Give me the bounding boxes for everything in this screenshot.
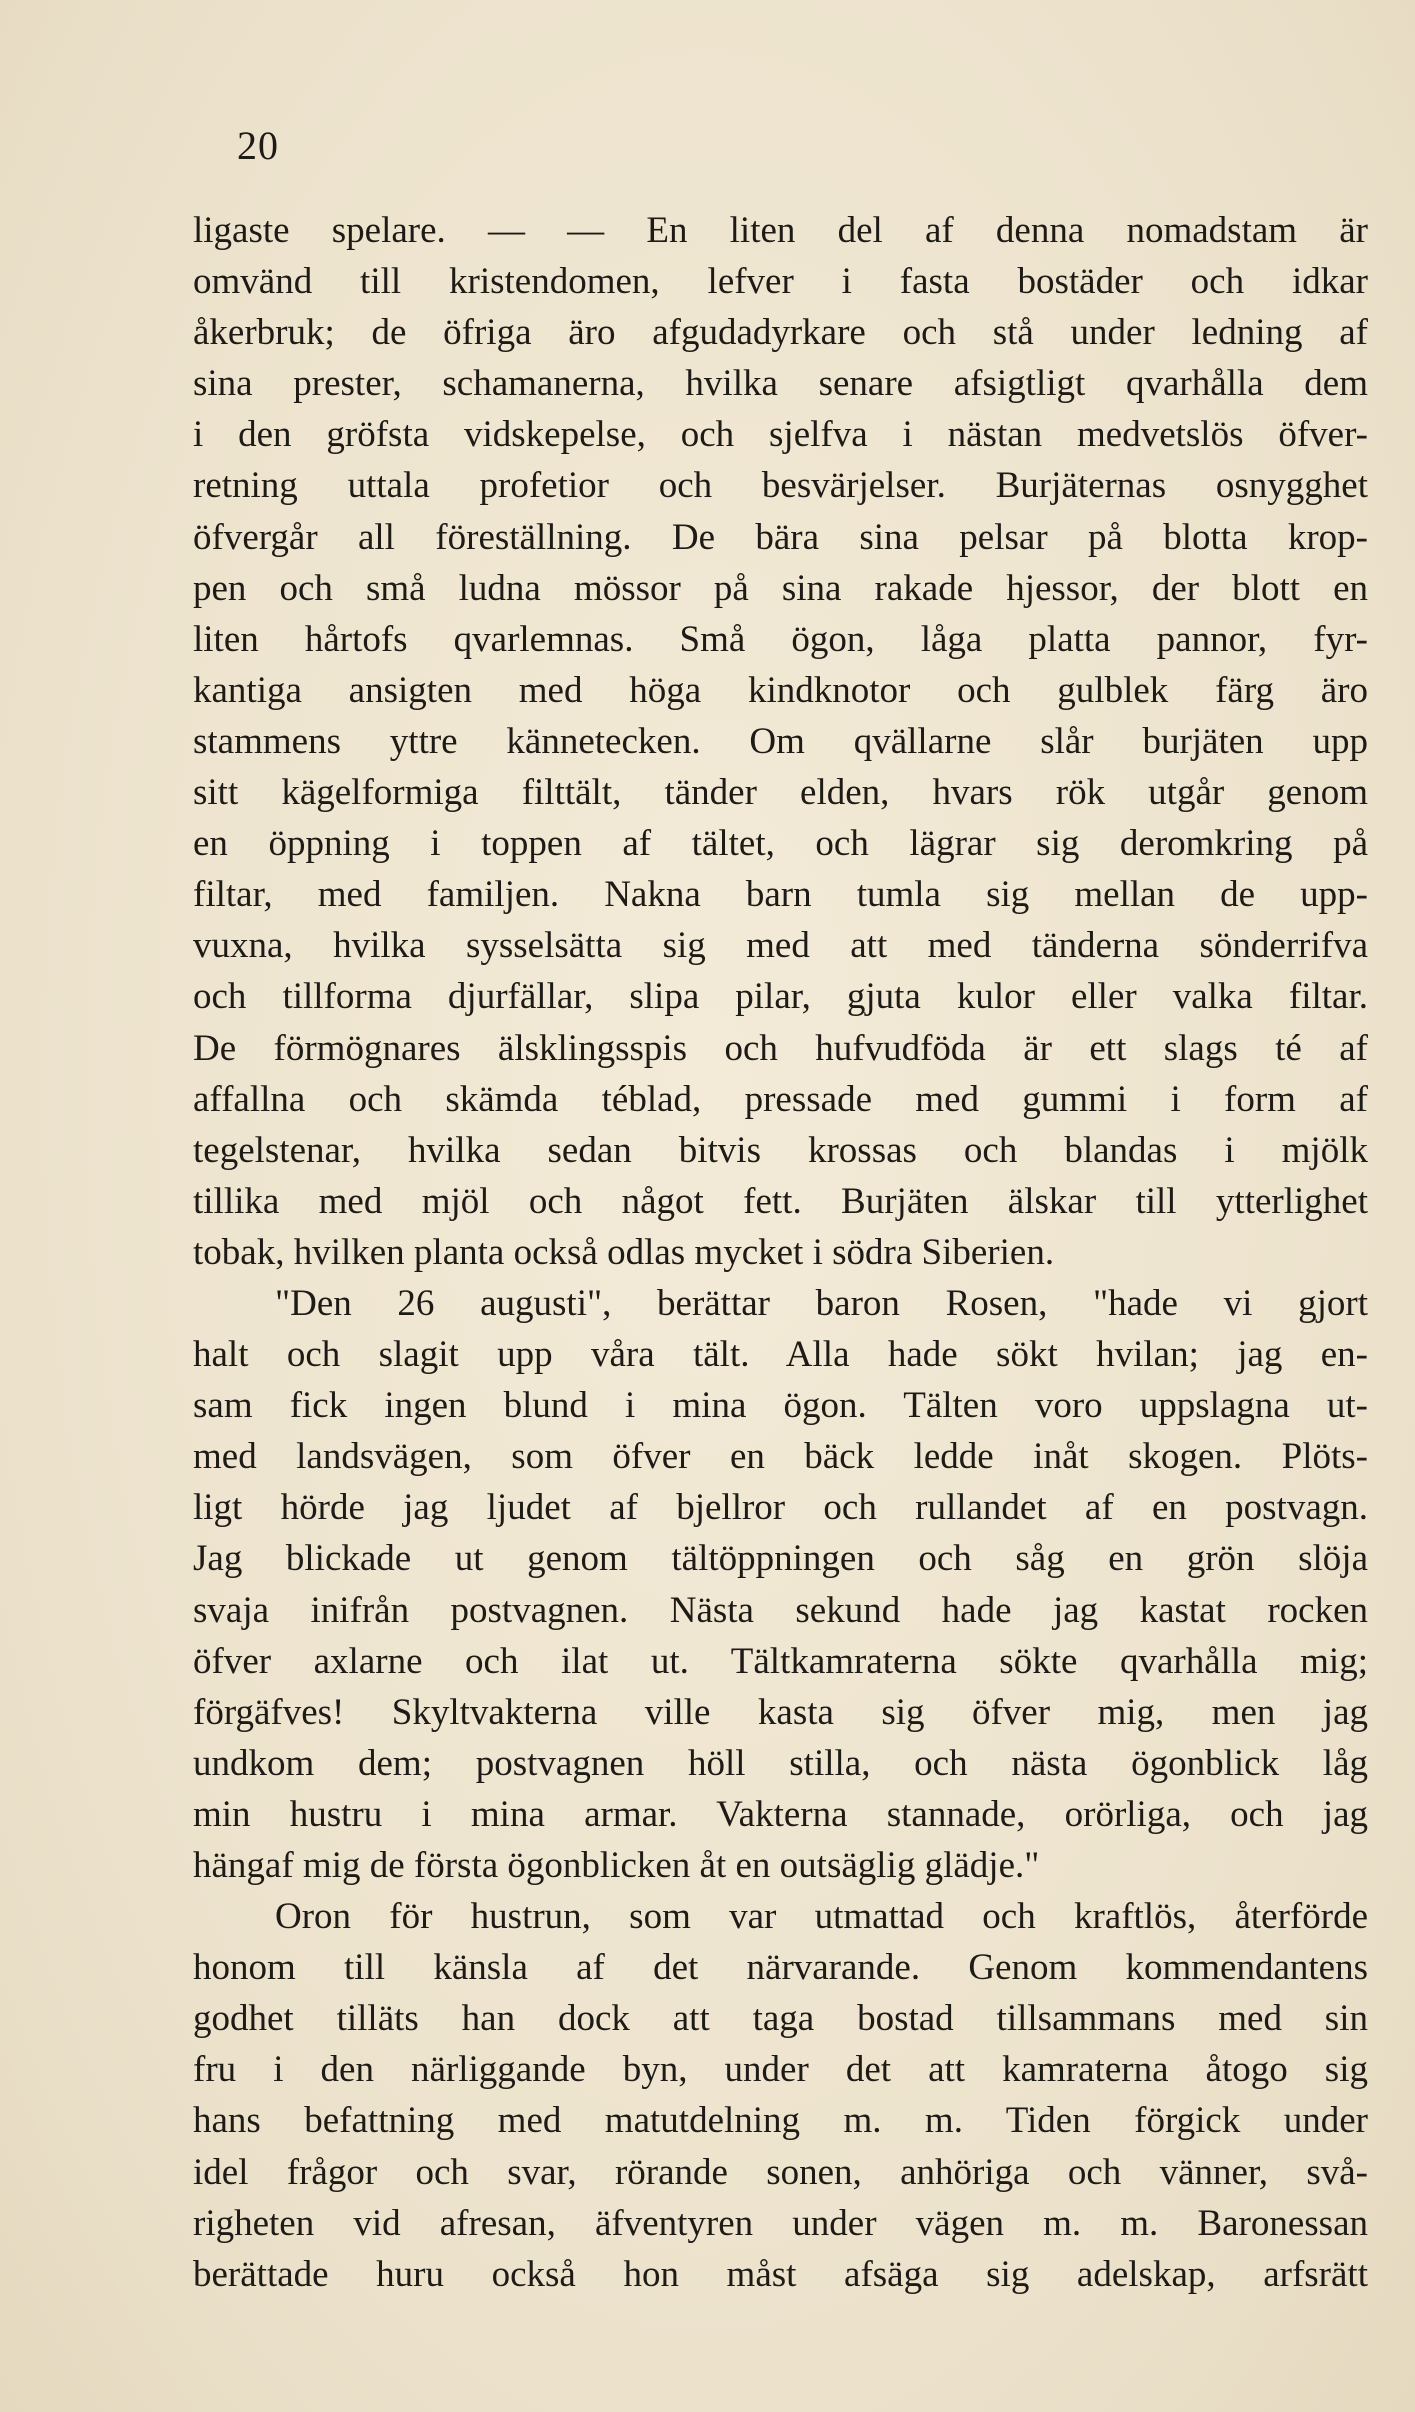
text-line: hängaf mig de första ögonblicken åt en outsäglig glädje.": [193, 1845, 1040, 1886]
text-line: min hustru i mina armar. Vakterna stannade, orörliga, och jag: [193, 1793, 1368, 1835]
text-line: vuxna, hvilka sysselsätta sig med att med tänderna sönderrifva: [193, 925, 1368, 967]
text-line: hans befattning med matutdelning m. m. Tiden förgick under: [193, 2100, 1368, 2142]
text-line: honom till känsla af det närvarande. Genom kommendantens: [193, 1947, 1368, 1989]
text-line: De förmögnares älsklingsspis och hufvudföda är ett slags té af: [193, 1027, 1368, 1069]
text-line: en öppning i toppen af tältet, och lägrar sig deromkring på: [193, 823, 1368, 865]
text-line: pen och små ludna mössor på sina rakade hjessor, der blott en: [193, 567, 1368, 609]
text-line: sitt kägelformiga filttält, tänder elden, hvars rök utgår genom: [193, 772, 1368, 814]
text-line: fru i den närliggande byn, under det att kamraterna åtogo sig: [193, 2049, 1368, 2091]
text-line: berättade huru också hon måst afsäga sig adelskap, arfsrätt: [193, 2253, 1368, 2295]
text-line: med landsvägen, som öfver en bäck ledde inåt skogen. Plöts-: [193, 1436, 1368, 1478]
text-line: sina prester, schamanerna, hvilka senare afsigtligt qvarhålla dem: [193, 363, 1368, 405]
text-line: undkom dem; postvagnen höll stilla, och nästa ögonblick låg: [193, 1742, 1368, 1784]
text-line: liten hårtofs qvarlemnas. Små ögon, låga platta pannor, fyr-: [193, 618, 1368, 660]
text-line: tobak, hvilken planta också odlas mycket i södra Siberien.: [193, 1231, 1055, 1273]
text-line: ligt hörde jag ljudet af bjellror och rullandet af en postvagn.: [193, 1487, 1368, 1529]
text-line: öfvergår all föreställning. De bära sina pelsar på blotta krop-: [193, 516, 1368, 558]
text-line: tillika med mjöl och något fett. Burjäten älskar till ytterlighet: [193, 1180, 1368, 1222]
text-line: "Den 26 augusti", berättar baron Rosen, "hade vi gjort: [275, 1282, 1368, 1324]
text-line: kantiga ansigten med höga kindknotor och gulblek färg äro: [193, 669, 1368, 711]
text-line: åkerbruk; de öfriga äro afgudadyrkare och stå under ledning af: [193, 312, 1368, 354]
text-line: förgäfves! Skyltvakterna ville kasta sig öfver mig, men jag: [193, 1691, 1368, 1733]
text-line: och tillforma djurfällar, slipa pilar, gjuta kulor eller valka filtar.: [193, 976, 1368, 1018]
text-line: godhet tilläts han dock att taga bostad tillsammans med sin: [193, 1998, 1368, 2040]
text-line: stammens yttre kännetecken. Om qvällarne slår burjäten upp: [193, 720, 1368, 762]
text-line: righeten vid afresan, äfventyren under vägen m. m. Baronessan: [193, 2202, 1368, 2244]
text-line: halt och slagit upp våra tält. Alla hade sökt hvilan; jag en-: [193, 1334, 1368, 1376]
text-line: Jag blickade ut genom tältöppningen och såg en grön slöja: [193, 1538, 1368, 1580]
text-line: Oron för hustrun, som var utmattad och kraftlös, återförde: [275, 1896, 1368, 1938]
text-line: affallna och skämda téblad, pressade med gummi i form af: [193, 1078, 1368, 1120]
text-line: retning uttala profetior och besvärjelser. Burjäternas osnygghet: [193, 465, 1368, 507]
text-line: svaja inifrån postvagnen. Nästa sekund hade jag kastat rocken: [193, 1589, 1368, 1631]
text-line: filtar, med familjen. Nakna barn tumla sig mellan de upp-: [193, 874, 1368, 916]
text-line: i den gröfsta vidskepelse, och sjelfva i nästan medvetslös öfver-: [193, 414, 1368, 456]
text-line: öfver axlarne och ilat ut. Tältkamraterna sökte qvarhålla mig;: [193, 1640, 1368, 1682]
page-number: 20: [237, 123, 279, 168]
body-text: [193, 205, 1368, 2300]
text-line: omvänd till kristendomen, lefver i fasta bostäder och idkar: [193, 261, 1368, 303]
text-line: tegelstenar, hvilka sedan bitvis krossas och blandas i mjölk: [193, 1129, 1368, 1171]
text-line: sam fick ingen blund i mina ögon. Tälten voro uppslagna ut-: [193, 1385, 1368, 1427]
text-line: ligaste spelare. — — En liten del af denna nomadstam är: [193, 210, 1368, 251]
text-line: idel frågor och svar, rörande sonen, anhöriga och vänner, svå-: [193, 2151, 1368, 2193]
